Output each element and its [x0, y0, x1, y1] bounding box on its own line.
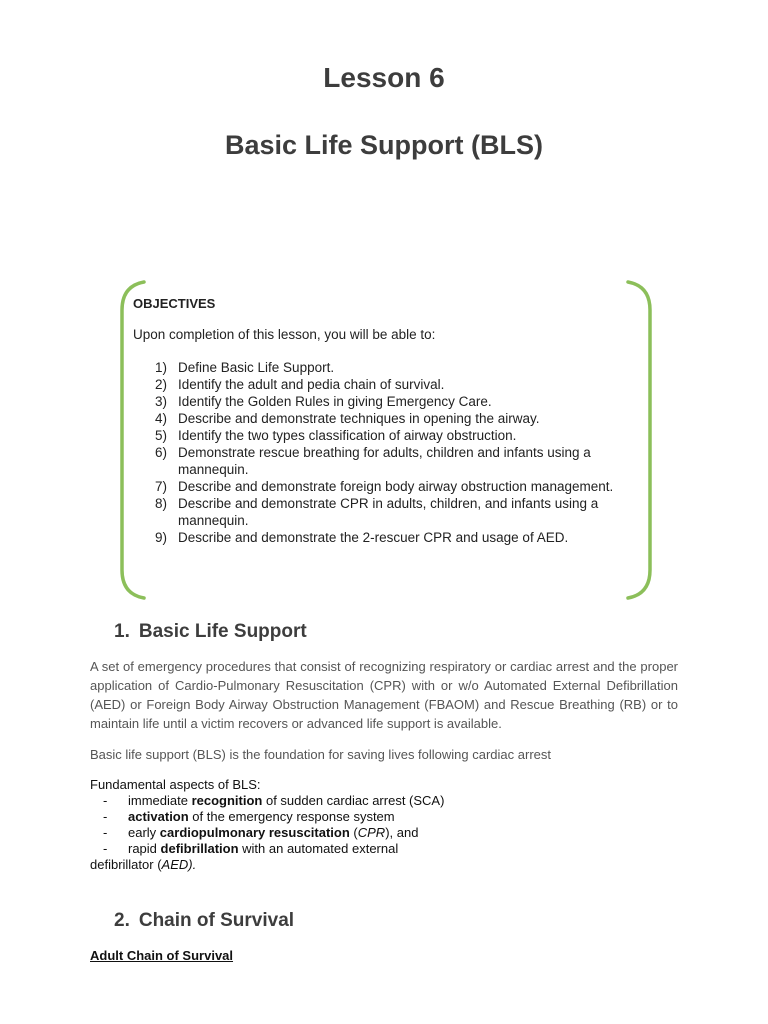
objective-item: [155, 410, 633, 427]
objective-text: Identify the Golden Rules in giving Emergency Care.: [178, 394, 492, 409]
objectives-heading: OBJECTIVES: [133, 296, 216, 311]
aspect-item: [90, 809, 678, 825]
objective-text: Define Basic Life Support.: [178, 360, 335, 375]
adult-chain-subheading: Adult Chain of Survival: [90, 948, 234, 963]
objective-number: 9): [155, 530, 168, 545]
objective-item: [155, 359, 633, 376]
aspect-continuation: [90, 857, 678, 873]
objective-number: 2): [155, 377, 168, 392]
objective-text: Describe and demonstrate techniques in opening the airway.: [178, 411, 540, 426]
objective-number: 6): [155, 445, 168, 460]
aspect-tail-italic: AED).: [161, 857, 197, 872]
aspect-suffix: of sudden cardiac arrest (SCA): [262, 793, 445, 808]
aspect-suffix: (: [349, 825, 358, 840]
aspect-keyword: defibrillation: [160, 841, 239, 856]
objective-item: [155, 376, 633, 393]
section-heading-chain-of-survival: [114, 910, 294, 932]
dash-bullet: -: [103, 793, 108, 808]
aspect-suffix: of the emergency response system: [188, 809, 395, 824]
lesson-number: Lesson 6: [323, 62, 445, 93]
aspect-text: [128, 841, 398, 857]
section-number: 1.: [114, 621, 130, 642]
aspect-item: [90, 793, 678, 809]
objective-item: [155, 495, 633, 529]
aspect-prefix: immediate: [128, 793, 192, 808]
objective-text: Describe and demonstrate the 2-rescuer CPR and usage of AED.: [178, 530, 569, 545]
objective-item: [155, 427, 633, 444]
objective-number: 7): [155, 479, 168, 494]
aspect-text: [128, 825, 418, 841]
objective-number: 1): [155, 360, 168, 375]
aspect-keyword: cardiopulmonary resuscitation: [159, 825, 350, 840]
dash-bullet: -: [103, 825, 108, 840]
lesson-title: Basic Life Support (BLS): [224, 130, 543, 160]
fundamental-aspects-heading: Fundamental aspects of BLS:: [90, 777, 261, 792]
aspect-keyword: recognition: [191, 793, 263, 808]
aspect-item: [90, 825, 678, 841]
objectives-intro: Upon completion of this lesson, you will be able to:: [133, 327, 436, 342]
objectives-content: [133, 296, 633, 546]
aspect-suffix: with an automated external: [238, 841, 399, 856]
objective-item: [155, 529, 633, 546]
objective-number: 4): [155, 411, 168, 426]
objective-item: [155, 393, 633, 410]
bls-foundation-paragraph: Basic life support (BLS) is the foundation for saving lives following cardiac arrest: [90, 747, 551, 762]
aspects-list: [90, 793, 678, 857]
section-title: Basic Life Support: [138, 621, 307, 642]
objective-text: Describe and demonstrate foreign body airway obstruction management.: [178, 479, 614, 494]
objective-number: 3): [155, 394, 168, 409]
objective-text: Identify the two types classification of airway obstruction.: [178, 428, 517, 443]
objectives-list: [133, 359, 633, 546]
dash-bullet: -: [103, 809, 108, 824]
bls-definition-paragraph: A set of emergency procedures that consist of recognizing respiratory or cardiac arrest and the proper application of Cardio-Pulmonary Resuscitation (CPR) with or w/o Automated External Defibrillation (AED) or Foreign Body Airway Obstruction Management (FBAOM) and Rescue Breathing (RB) or to maintain life until a victim recovers or advanced life support is available.: [90, 659, 678, 731]
objective-item: [155, 478, 633, 495]
aspect-prefix: rapid: [128, 841, 161, 856]
aspect-suffix-2: ), and: [385, 825, 419, 840]
section-heading-basic-life-support: [114, 621, 307, 643]
objectives-box: [118, 280, 654, 600]
dash-bullet: -: [103, 841, 108, 856]
aspect-text: [128, 793, 444, 809]
aspect-keyword: activation: [128, 809, 189, 824]
aspect-prefix: early: [128, 825, 160, 840]
aspect-italic: CPR: [357, 825, 386, 840]
objective-text: Identify the adult and pedia chain of survival.: [178, 377, 445, 392]
objective-number: 8): [155, 496, 168, 511]
objective-number: 5): [155, 428, 168, 443]
section-title: Chain of Survival: [138, 910, 295, 931]
objective-item: [155, 444, 633, 478]
objective-text: Demonstrate rescue breathing for adults, children and infants using a mannequin.: [178, 445, 591, 477]
fundamental-aspects: [90, 777, 678, 873]
aspect-tail-text: defibrillator (: [90, 857, 162, 872]
objective-text: Describe and demonstrate CPR in adults, children, and infants using a mannequin.: [178, 496, 599, 528]
section-number: 2.: [114, 910, 130, 931]
aspect-text: [128, 809, 395, 825]
aspect-item: [90, 841, 678, 857]
